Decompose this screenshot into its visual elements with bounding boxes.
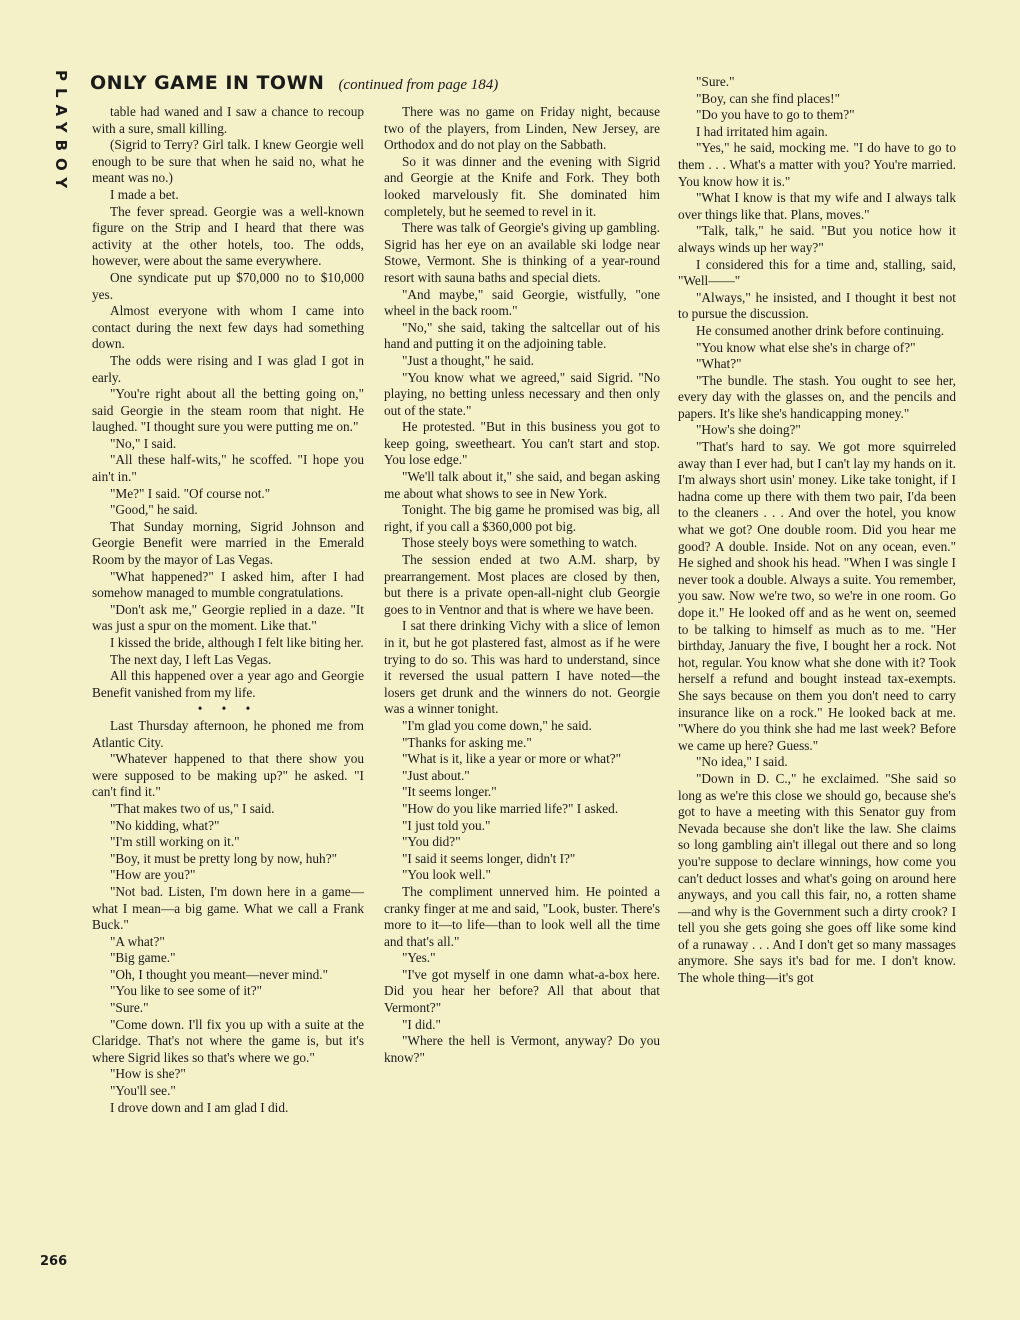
paragraph: "Where the hell is Vermont, anyway? Do you know?" [384, 1033, 660, 1065]
paragraph: "How do you like married life?" I asked. [402, 800, 619, 816]
paragraph: "Don't ask me," Georgie replied in a daze. "It was just a spur on the moment. Like that." [92, 601, 364, 634]
paragraph: Tonight. The big game he promised was big, all right, if you call a $360,000 pot big. [384, 502, 660, 534]
paragraph: "I said it seems longer, didn't I?" [402, 850, 576, 866]
paragraph: "Me?" I said. "Of course not." [110, 485, 271, 501]
paragraph: "Come down. I'll fix you up with a suite at the Claridge. That's not where the game is, but it's where Sigrid likes so that's where we go." [92, 1016, 364, 1065]
paragraph: "You'll see." [110, 1083, 176, 1099]
paragraph: All this happened over a year ago and Georgie Benefit vanished from my life. [92, 668, 364, 700]
text-column-1 [92, 104, 364, 1116]
paragraph: I considered this for a time and, stalling, said, "Well——" [678, 256, 956, 289]
paragraph: I made a bet. [110, 186, 179, 202]
paragraph: One syndicate put up $70,000 no to $10,000 yes. [92, 269, 364, 302]
paragraph: "Not bad. Listen, I'm down here in a game—what I mean—a big game. What we call a Frank Buck." [92, 883, 364, 933]
paragraph: "No," she said, taking the saltcellar out of his hand and putting it on the adjoining table. [384, 319, 660, 352]
paragraph: "You know what we agreed," said Sigrid. "No playing, no betting unless necessary and then only out of the state." [384, 369, 660, 418]
paragraph: I kissed the bride, although I felt like biting her. [110, 635, 364, 650]
paragraph: "Talk, talk," he said. "But you notice how it always winds up her way?" [678, 223, 956, 255]
paragraph: "You did?" [402, 834, 461, 850]
paragraph: "Boy, can she find places!" [696, 90, 841, 106]
paragraph: He consumed another drink before continuing. [696, 322, 945, 338]
page-number: 266 [40, 1254, 68, 1269]
paragraph: The next day, I left Las Vegas. [110, 651, 272, 667]
paragraph: "Yes." [402, 950, 436, 966]
paragraph: • • • [197, 701, 259, 717]
paragraph: "Always," he insisted, and I thought it best not to pursue the discussion. [678, 289, 956, 322]
article-title: ONLY GAME IN TOWN [90, 72, 325, 94]
text-column-3 [678, 74, 956, 987]
paragraph: "That's hard to say. We got more squirreled away than I ever had, but I can't lay my hands on it. I'm always short usin' money. Like take tonight, if I hadna come up there with them two pair, I'da been to the cleaners . . . And over the hotel, you know what we got? One double room. Did you hear me good? A double. Inside. Not on any ocean, even." He sighed and shook his head. "When I was single I never took a double. Always a suite. You remember, you saw. Now we're two, so we're in one room. Go dope it." He looked off and as he went on, seemed to be talking to himself as much as to me. "Her birthday, January the five, I bought her a rock. Not hot, regular. You know what she done with it? Took herself a refund and bought instead tax-exempts. She says because on them you don't need to carry insurance like on a rock." He looked back at me. "Where do you think she had me last week? Before we came up here? Guess." [678, 439, 956, 753]
paragraph: "How are you?" [110, 867, 196, 883]
paragraph: "No idea," I said. [696, 754, 788, 770]
paragraph: The compliment unnerved him. He pointed a cranky finger at me and said, "Look, buster. There's more to it—to life—than to look well all the time and that's all." [384, 883, 660, 949]
paragraph: "A what?" [110, 933, 165, 949]
paragraph: That Sunday morning, Sigrid Johnson and Georgie Benefit were married in the Emerald Room by the mayor of Las Vegas. [92, 518, 364, 568]
paragraph: table had waned and I saw a chance to recoup with a sure, small killing. [92, 104, 364, 136]
paragraph: "You look well." [402, 867, 491, 883]
paragraph: I drove down and I am glad I did. [110, 1099, 289, 1115]
paragraph: "I just told you." [402, 817, 491, 833]
paragraph: The fever spread. Georgie was a well-known figure on the Strip and I heard that there was activity at the other hotels, too. The odds, however, were about the same everywhere. [92, 203, 364, 269]
text-column-2 [384, 104, 660, 1066]
paragraph: "No," I said. [110, 435, 177, 451]
paragraph: "Big game." [110, 950, 176, 966]
paragraph: "You're right about all the betting going on," said Georgie in the steam room that night. He laughed. "I thought sure you were putting me on." [92, 386, 364, 435]
paragraph: "What happened?" I asked him, after I had somehow managed to mumble congratulations. [92, 568, 364, 601]
paragraph: "I'm still working on it." [110, 834, 240, 850]
paragraph: "We'll talk about it," she said, and began asking me about what shows to see in New York. [384, 469, 660, 501]
paragraph: "Thanks for asking me." [402, 734, 532, 750]
paragraph: "Whatever happened to that there show you were supposed to be making up?" he asked. "I can't find it." [92, 751, 364, 800]
paragraph: "Just a thought," he said. [402, 352, 534, 368]
paragraph: "You know what else she's in charge of?" [696, 339, 916, 355]
paragraph: "Sure." [110, 1000, 149, 1016]
paragraph: I had irritated him again. [696, 123, 828, 139]
magazine-brand: PLAYBOY [52, 70, 70, 196]
paragraph: "You like to see some of it?" [110, 983, 263, 999]
paragraph: "It seems longer." [402, 784, 497, 800]
paragraph: "How's she doing?" [696, 422, 801, 438]
paragraph: So it was dinner and the evening with Sigrid and Georgie at the Knife and Fork. They both looked marvelously fit. She dominated him completely, but he seemed to revel in it. [384, 153, 660, 219]
paragraph: "What I know is that my wife and I always talk over things like that. Plans, moves." [678, 190, 956, 222]
paragraph: "Boy, it must be pretty long by now, huh?" [110, 850, 338, 866]
paragraph: "I've got myself in one damn what-a-box here. Did you hear her before? All that about that Vermont?" [384, 966, 660, 1016]
paragraph: "What?" [696, 356, 742, 372]
paragraph: "Good," he said. [110, 502, 198, 518]
paragraph: There was no game on Friday night, because two of the players, from Linden, New Jersey, are Orthodox and do not play on the Sabbath. [384, 104, 660, 153]
paragraph: He protested. "But in this business you got to keep going, sweetheart. You can't start and stop. You lose edge." [384, 419, 660, 468]
paragraph: "Down in D. C.," he exclaimed. "She said so long as we're this close we should go, because she's got to have a meeting with this Senator guy from Nevada because she don't like the law. She claims so long gambling ain't illegal out there and so long you're suppose to declare winnings, how come you can't deduct losses and what's going on around here anyways, and you call this fair, no, a rotten shame—and why is the Government such a dirty crook? I tell you she gets going she goes off like some kind of a runaway . . . And I don't get so many massages anymore. She says it's bad for me. I don't know. The whole thing—it's got [678, 770, 956, 986]
paragraph: Almost everyone with whom I came into contact during the next few days had something down. [92, 303, 364, 352]
article-header [90, 72, 498, 94]
paragraph: Those steely boys were something to watch. [402, 535, 638, 551]
paragraph: The odds were rising and I was glad I got in early. [92, 352, 364, 385]
paragraph: I sat there drinking Vichy with a slice of lemon in it, but he got plastered fast, almost as if he were trying to do so. This was hard to understand, since it reversed the usual pattern I have noted—the losers get drunk and the winners do not. Georgie was a winner tonight. [384, 618, 660, 717]
paragraph: "Just about." [402, 767, 470, 783]
paragraph: Last Thursday afternoon, he phoned me from Atlantic City. [92, 717, 364, 750]
paragraph: "Do you have to go to them?" [696, 107, 855, 123]
paragraph: "I did." [402, 1016, 441, 1032]
continued-note: (continued from page 184) [338, 77, 499, 93]
paragraph: "How is she?" [110, 1066, 186, 1082]
paragraph: "No kidding, what?" [110, 817, 220, 833]
paragraph: (Sigrid to Terry? Girl talk. I knew Georgie well enough to be sure that when he said no, what he meant was no.) [92, 137, 364, 186]
paragraph: There was talk of Georgie's giving up gambling. Sigrid has her eye on an available ski lodge near Stowe, Vermont. She is thinking of a year-round resort with sauna baths and special diets. [384, 220, 660, 285]
paragraph: "And maybe," said Georgie, wistfully, "one wheel in the back room." [384, 286, 660, 319]
paragraph: "I'm glad you come down," he said. [402, 717, 592, 733]
paragraph: "Oh, I thought you meant—never mind." [110, 966, 329, 982]
paragraph: The session ended at two A.M. sharp, by prearrangement. Most places are closed by then, but there is a private open-all-night club Georgie goes to in Ventnor and that is where we have been. [384, 552, 660, 617]
paragraph: "What is it, like a year or more or what?" [402, 751, 622, 767]
paragraph: "All these half-wits," he scoffed. "I hope you ain't in." [92, 452, 364, 485]
paragraph: "That makes two of us," I said. [110, 800, 275, 816]
paragraph: "The bundle. The stash. You ought to see her, every day with the glasses on, and the pencils and papers. It's like she's handicapping money." [678, 372, 956, 421]
paragraph: "Yes," he said, mocking me. "I do have to go to them . . . What's a matter with you? You're married. You know how it is." [678, 140, 956, 189]
paragraph: "Sure." [696, 74, 735, 89]
